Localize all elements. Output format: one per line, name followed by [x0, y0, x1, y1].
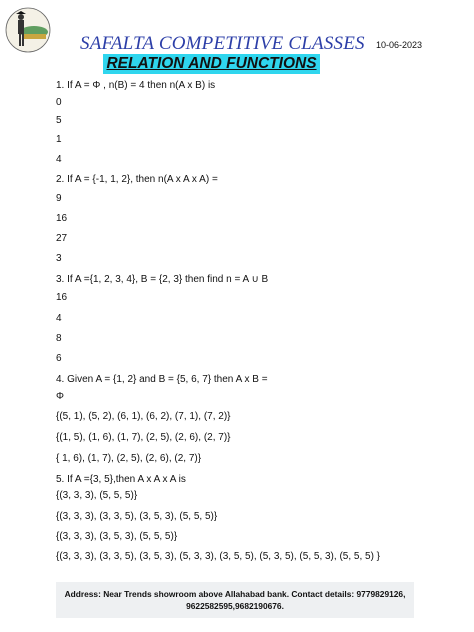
option-4b: {(5, 1), (5, 2), (6, 1), (6, 2), (7, 1), (7, 2)}	[56, 411, 231, 422]
option-4c: {(1, 5), (1, 6), (1, 7), (2, 5), (2, 6), (2, 7)}	[56, 432, 231, 443]
footer-address-line: Address: Near Trends showroom above Allahabad bank. Contact details: 9779829126,	[64, 589, 406, 599]
option-3d: 6	[56, 353, 62, 364]
question-4: 4. Given A = {1, 2} and B = {5, 6, 7} then A x B =	[56, 374, 268, 385]
question-2: 2. If A = {-1, 1, 2}, then n(A x A x A) =	[56, 174, 218, 185]
option-2a: 9	[56, 193, 62, 204]
option-5d: {(3, 3, 3), (3, 3, 5), (3, 5, 3), (5, 3, 3), (3, 5, 5), (5, 3, 5), (5, 5, 3), (5, 5, 5) }	[56, 551, 381, 562]
option-3c: 8	[56, 333, 62, 344]
option-4d: { 1, 6), (1, 7), (2, 5), (2, 6), (2, 7)}	[56, 453, 202, 464]
option-5b: {(3, 3, 3), (3, 3, 5), (3, 5, 3), (5, 5, 5)}	[56, 511, 218, 522]
option-3b: 4	[56, 313, 62, 324]
option-4a: Φ	[56, 391, 64, 402]
question-3: 3. If A ={1, 2, 3, 4}, B = {2, 3} then find n = A ∪ B	[56, 274, 269, 285]
option-2d: 3	[56, 253, 62, 264]
contact-footer	[56, 582, 414, 618]
option-1a: 0	[56, 97, 62, 108]
question-1: 1. If A = Φ , n(B) = 4 then n(A x B) is	[56, 80, 216, 91]
option-5a: {(3, 3, 3), (5, 5, 5)}	[56, 490, 138, 501]
subject-title: RELATION AND FUNCTIONS	[103, 54, 320, 74]
graduate-book-logo-icon	[4, 6, 52, 54]
option-2c: 27	[56, 233, 68, 244]
option-3a: 16	[56, 292, 68, 303]
worksheet-date: 10-06-2023	[376, 40, 423, 50]
option-2b: 16	[56, 213, 68, 224]
footer-phone-line: 9622582595,9682190676.	[186, 601, 284, 611]
option-1c: 1	[56, 134, 62, 145]
option-5c: {(3, 3, 3), (3, 5, 3), (5, 5, 5)}	[56, 531, 178, 542]
option-1d: 4	[56, 154, 62, 165]
question-5: 5. If A ={3, 5},then A x A x A is	[56, 474, 186, 485]
option-1b: 5	[56, 115, 62, 126]
org-name: SAFALTA COMPETITIVE CLASSES	[80, 33, 365, 54]
